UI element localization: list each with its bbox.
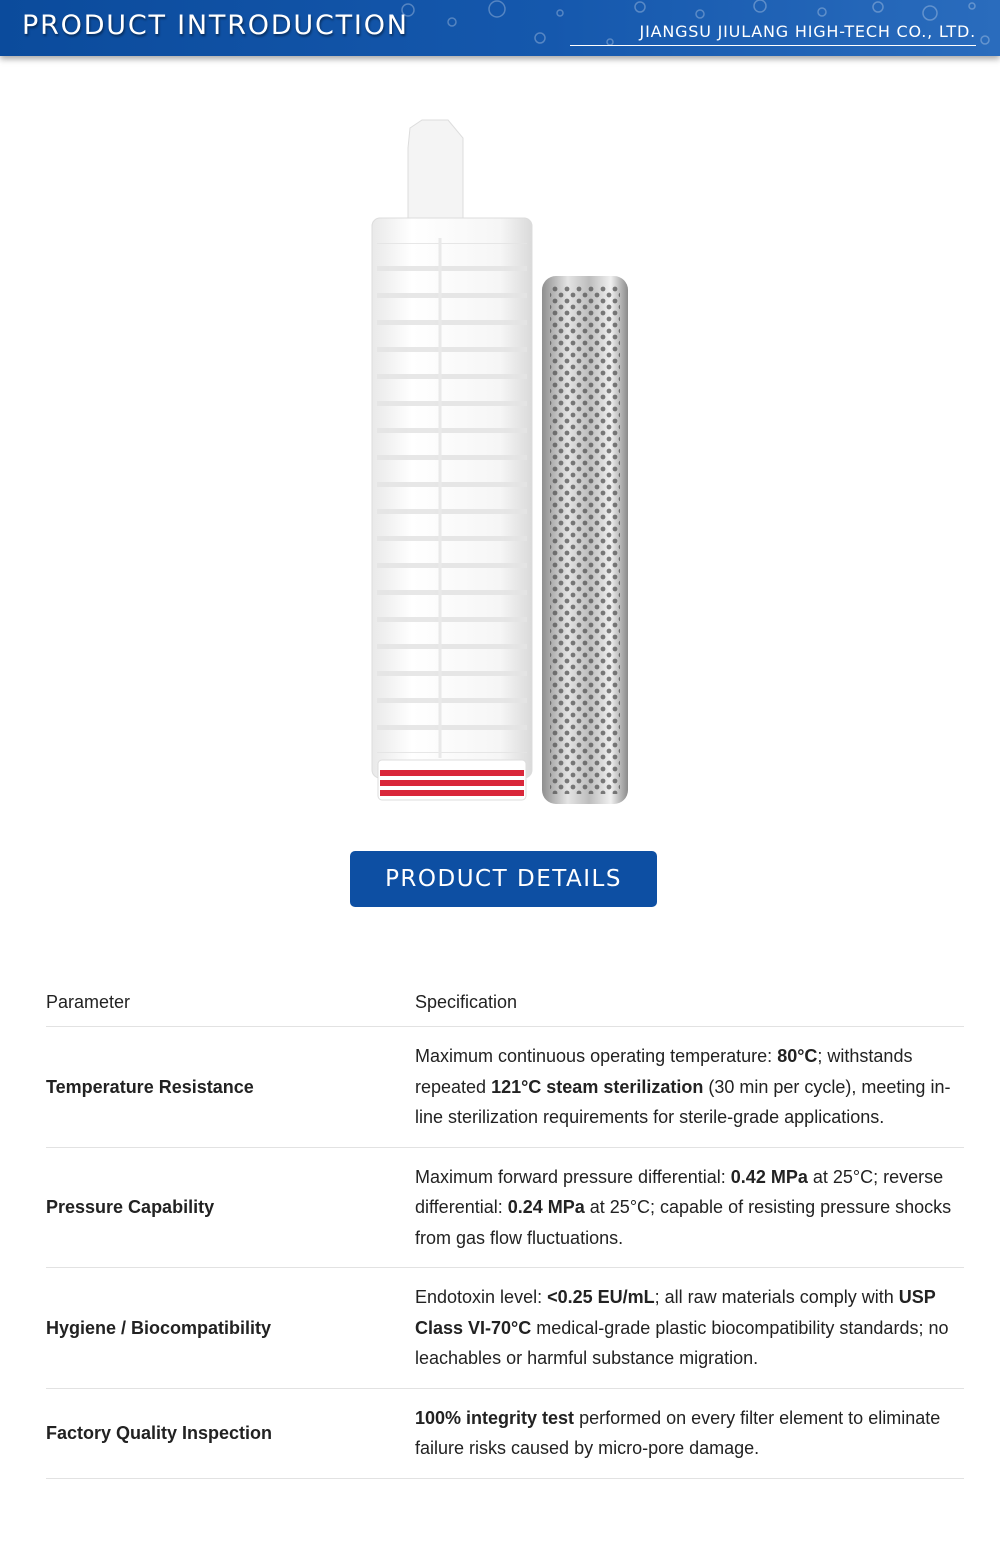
filter-cartridge-icon xyxy=(372,120,532,800)
spec-text-segment: performed on every filter element to eliminate failure risks caused by micro-pore damage. xyxy=(415,1407,941,1458)
company-name: JIANGSU JIULANG HIGH-TECH CO., LTD. xyxy=(639,22,976,41)
header-specification: Specification xyxy=(415,978,964,1027)
spec-highlight: USP Class VI-70°C xyxy=(415,1287,936,1338)
row-parameter: Pressure Capability xyxy=(46,1147,415,1268)
spec-text-segment: at 25°C; reverse differential: xyxy=(415,1166,944,1217)
spec-text-segment: ; withstands repeated xyxy=(415,1046,913,1097)
spec-text-segment: at 25°C; capable of resisting pressure shocks from gas flow fluctuations. xyxy=(415,1197,952,1248)
spec-text-segment: Maximum continuous operating temperature: xyxy=(415,1046,778,1066)
spec-highlight: 0.24 MPa xyxy=(507,1197,585,1217)
spec-highlight: 0.42 MPa xyxy=(730,1166,808,1187)
table-row xyxy=(46,1388,964,1478)
spec-text-segment: ; all raw materials comply with xyxy=(654,1287,899,1307)
row-parameter: Temperature Resistance xyxy=(46,1027,415,1148)
spec-text-segment: (30 min per cycle), meeting in-line sterilization requirements for sterile-grade applications. xyxy=(415,1076,951,1127)
row-specification xyxy=(415,1147,964,1268)
spec-highlight: 80°C xyxy=(777,1046,818,1066)
product-image xyxy=(360,118,645,813)
spec-text-segment: Maximum forward pressure differential: xyxy=(415,1166,731,1187)
row-specification xyxy=(415,1268,964,1389)
spec-text-segment: Endotoxin level: xyxy=(415,1287,548,1307)
table-row xyxy=(46,1268,964,1389)
row-parameter: Hygiene / Biocompatibility xyxy=(46,1268,415,1389)
table-row xyxy=(46,1147,964,1268)
header-divider xyxy=(570,45,976,46)
table-row xyxy=(46,1027,964,1148)
row-parameter: Factory Quality Inspection xyxy=(46,1388,415,1478)
perforated-steel-core-icon xyxy=(542,276,628,804)
row-specification xyxy=(415,1027,964,1148)
header-parameter: Parameter xyxy=(46,978,415,1027)
row-specification xyxy=(415,1388,964,1478)
spec-table xyxy=(46,978,964,1479)
spec-highlight: 100% integrity test xyxy=(415,1407,575,1428)
table-header-row xyxy=(46,978,964,1027)
spec-highlight: <0.25 EU/mL xyxy=(547,1287,655,1307)
spec-text-segment: medical-grade plastic biocompatibility standards; no leachables or harmful substance migration. xyxy=(415,1317,949,1368)
page-title: PRODUCT INTRODUCTION xyxy=(22,10,409,41)
spec-highlight: 121°C steam sterilization xyxy=(491,1076,704,1097)
product-details-button[interactable]: PRODUCT DETAILS xyxy=(350,851,657,907)
page-header xyxy=(0,0,1000,56)
